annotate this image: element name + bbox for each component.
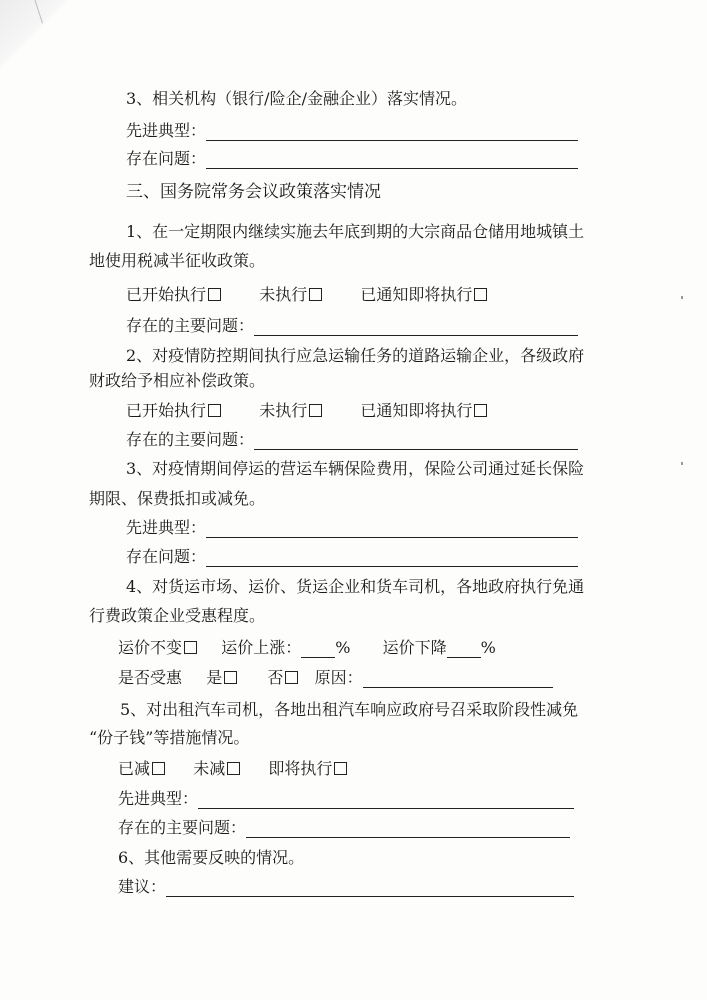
s2-item3-problem-row (126, 149, 578, 169)
item1-line2: 地使用税减半征收政策。 (89, 251, 266, 270)
main-problem-label: 存在的主要问题： (126, 430, 255, 449)
item1-problem-row (126, 316, 578, 336)
option-notified-checkbox[interactable] (474, 404, 487, 417)
price-up-blank[interactable] (301, 643, 335, 658)
benefit-no-checkbox[interactable] (285, 671, 298, 684)
item2-line2: 财政给予相应补偿政策。 (89, 371, 266, 390)
item4-line2: 行费政策企业受惠程度。 (89, 606, 266, 625)
price-unchanged-label: 运价不变 (118, 638, 183, 657)
option-reduced-label: 已减 (118, 759, 151, 778)
price-up-percent: % (335, 638, 351, 657)
option-notified-checkbox[interactable] (474, 288, 487, 301)
option-reduced-checkbox[interactable] (152, 762, 165, 775)
item1-options (126, 285, 487, 305)
main-problem-label: 存在的主要问题： (118, 818, 247, 837)
suggestion-label: 建议： (118, 877, 167, 896)
item3-line1: 3、对疫情期间停运的营运车辆保险费用，保险公司通过延长保险 (126, 459, 585, 478)
item2-problem-row (126, 430, 578, 450)
item2-line1: 2、对疫情防控期间执行应急运输任务的道路运输企业，各级政府 (126, 346, 585, 365)
option-notified-label: 已通知即将执行 (360, 285, 473, 304)
problem-blank[interactable] (206, 552, 578, 567)
main-problem-blank[interactable] (246, 823, 570, 838)
option-started-checkbox[interactable] (208, 404, 221, 417)
option-started-checkbox[interactable] (208, 288, 221, 301)
option-pending-checkbox[interactable] (334, 762, 347, 775)
option-started-label: 已开始执行 (126, 285, 207, 304)
item6-title: 6、其他需要反映的情况。 (118, 848, 305, 867)
option-not-executed-checkbox[interactable] (309, 288, 322, 301)
advanced-label: 先进典型： (126, 518, 207, 537)
item5-line1: 5、对出租汽车司机，各地出租汽车响应政府号召采取阶段性减免 (120, 700, 579, 719)
benefit-no-label: 否 (267, 668, 284, 687)
problem-label: 存在问题： (126, 149, 207, 168)
item3-problem-row (126, 547, 578, 567)
reason-label: 原因： (314, 668, 363, 687)
item2-options (126, 401, 487, 421)
s2-item3-title: 3、相关机构（银行/险企/金融企业）落实情况。 (126, 89, 467, 108)
page-corner-fold (0, 0, 70, 70)
price-down-label: 运价下降 (382, 638, 447, 657)
main-problem-label: 存在的主要问题： (126, 316, 255, 335)
item5-options (118, 759, 347, 779)
item4-benefit-row (118, 668, 553, 688)
scan-speck (681, 462, 683, 465)
price-unchanged-checkbox[interactable] (184, 641, 197, 654)
item5-advanced-row (118, 789, 574, 809)
item1-line1: 1、在一定期限内继续实施去年底到期的大宗商品仓储用地城镇土 (126, 222, 585, 241)
option-not-executed-label: 未执行 (259, 285, 308, 304)
advanced-label: 先进典型： (126, 121, 207, 140)
item5-problem-row (118, 818, 570, 838)
option-not-executed-checkbox[interactable] (309, 404, 322, 417)
item4-price-row (118, 638, 496, 658)
item4-line1: 4、对货运市场、运价、货运企业和货车司机，各地政府执行免通 (126, 577, 585, 596)
price-down-percent: % (480, 638, 496, 657)
item3-advanced-row (126, 518, 578, 538)
suggestion-blank[interactable] (166, 882, 574, 897)
main-problem-blank[interactable] (254, 435, 578, 450)
advanced-blank[interactable] (206, 523, 578, 538)
option-not-reduced-label: 未减 (193, 759, 226, 778)
option-not-reduced-checkbox[interactable] (227, 762, 240, 775)
problem-label: 存在问题： (126, 547, 207, 566)
benefit-label: 是否受惠 (118, 668, 183, 687)
benefit-yes-checkbox[interactable] (224, 671, 237, 684)
option-not-executed-label: 未执行 (259, 401, 308, 420)
price-down-blank[interactable] (447, 643, 481, 658)
advanced-blank[interactable] (198, 794, 574, 809)
price-up-label: 运价上涨： (221, 638, 302, 657)
item3-line2: 期限、保费抵扣或减免。 (89, 489, 266, 508)
main-problem-blank[interactable] (254, 321, 578, 336)
item6-suggestion-row (118, 877, 574, 897)
advanced-label: 先进典型： (118, 789, 199, 808)
option-pending-label: 即将执行 (268, 759, 333, 778)
benefit-yes-label: 是 (206, 668, 223, 687)
item5-line2: “份子钱”等措施情况。 (89, 728, 250, 747)
option-notified-label: 已通知即将执行 (360, 401, 473, 420)
option-started-label: 已开始执行 (126, 401, 207, 420)
problem-blank[interactable] (206, 154, 578, 169)
s2-item3-advanced-row (126, 121, 578, 141)
scan-speck (681, 296, 683, 299)
section3-heading: 三、国务院常务会议政策落实情况 (126, 182, 381, 202)
advanced-blank[interactable] (206, 126, 578, 141)
reason-blank[interactable] (363, 673, 553, 688)
